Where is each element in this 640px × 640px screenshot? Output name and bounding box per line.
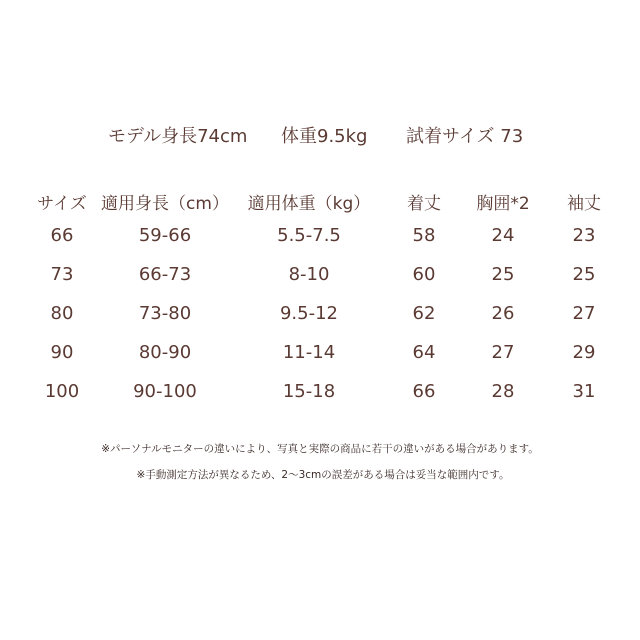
cell-length: 60 <box>412 264 436 285</box>
header-height: 適用身長（cm） <box>101 193 229 214</box>
cell-height: 90-100 <box>133 381 197 402</box>
cell-length: 62 <box>412 303 436 324</box>
cell-chest: 26 <box>491 303 515 324</box>
header-length: 着丈 <box>407 193 441 214</box>
cell-weight: 5.5-7.5 <box>277 225 341 246</box>
size-chart-table <box>26 186 624 411</box>
cell-sleeve: 25 <box>572 264 596 285</box>
header-chest: 胸囲*2 <box>476 193 530 214</box>
cell-size: 80 <box>50 303 74 324</box>
model-info <box>0 122 640 150</box>
cell-sleeve: 31 <box>572 381 596 402</box>
model-height: モデル身長74cm <box>108 126 248 147</box>
note-monitor-difference: ※パーソナルモニターの違いにより、写真と実際の商品に若干の違いがある場合があります。 <box>101 443 539 455</box>
cell-sleeve: 27 <box>572 303 596 324</box>
cell-height: 73-80 <box>138 303 192 324</box>
notes <box>0 441 640 493</box>
cell-chest: 25 <box>491 264 515 285</box>
header-size: サイズ <box>37 193 87 214</box>
cell-length: 66 <box>412 381 436 402</box>
table-row <box>26 216 624 255</box>
table-header-row <box>26 186 624 216</box>
cell-size: 66 <box>50 225 74 246</box>
cell-weight: 15-18 <box>282 381 336 402</box>
table-row <box>26 255 624 294</box>
cell-weight: 9.5-12 <box>279 303 339 324</box>
table-row <box>26 294 624 333</box>
cell-size: 73 <box>50 264 74 285</box>
header-sleeve: 袖丈 <box>567 193 601 214</box>
cell-sleeve: 29 <box>572 342 596 363</box>
note-measurement-error: ※手動測定方法が異なるため、2～3cmの誤差がある場合は妥当な範囲内です。 <box>136 469 510 481</box>
cell-weight: 8-10 <box>288 264 330 285</box>
cell-chest: 24 <box>491 225 515 246</box>
cell-chest: 28 <box>491 381 515 402</box>
cell-length: 58 <box>412 225 436 246</box>
cell-length: 64 <box>412 342 436 363</box>
cell-size: 90 <box>50 342 74 363</box>
cell-size: 100 <box>44 381 80 402</box>
table-row <box>26 372 624 411</box>
table-row <box>26 333 624 372</box>
cell-sleeve: 23 <box>572 225 596 246</box>
fitting-size: 試着サイズ 73 <box>406 126 524 147</box>
model-weight: 体重9.5kg <box>281 126 368 147</box>
cell-height: 59-66 <box>138 225 192 246</box>
header-weight: 適用体重（kg） <box>247 193 371 214</box>
cell-height: 66-73 <box>138 264 192 285</box>
cell-height: 80-90 <box>138 342 192 363</box>
cell-weight: 11-14 <box>282 342 336 363</box>
cell-chest: 27 <box>491 342 515 363</box>
